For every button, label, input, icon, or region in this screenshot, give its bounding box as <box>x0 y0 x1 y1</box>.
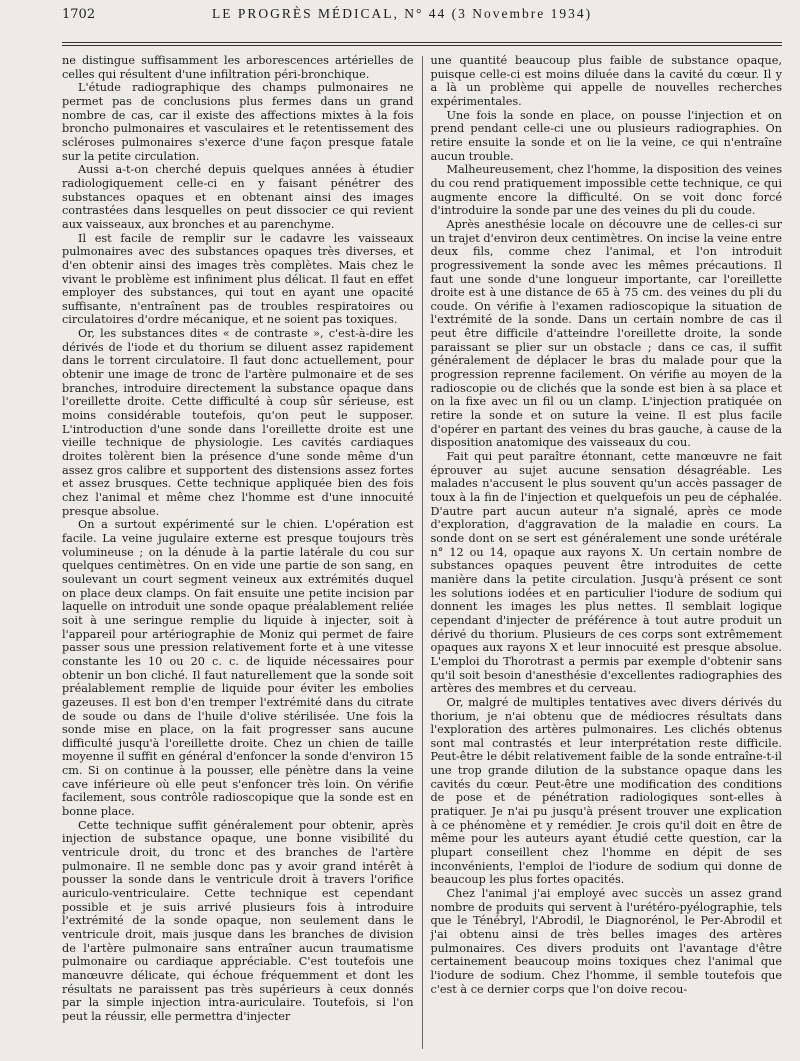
running-title: LE PROGRÈS MÉDICAL, N° 44 (3 Novembre 1934) <box>212 6 593 21</box>
paragraph: On a surtout expérimenté sur le chien. L'opération est facile. La veine jugulaire externe est presque toujours très volumineuse ; on la dénude à la partie latérale du cou sur quelques centimètres. On en vide une partie de son sang, en soulevant un court segment veineux aux extrémités duquel on place deux clamps. On fait ensuite une petite incision par laquelle on introduit une sonde opaque préalablement reliée soit à une seringue remplie du liquide à injecter, soit à l'appareil pour artériographie de Moniz qui permet de faire passer sous une pression relativement forte et à une vitesse constante les 10 ou 20 c. c. de liquide nécessaires pour obtenir un bon cliché. Il faut naturellement que la sonde soit préalablement remplie de liquide pour éviter les embolies gazeuses. Il est bon d'en tremper l'extrémité dans du citrate de soude ou dans de l'huile d'olive stérilisée. Une fois la sonde mise en place, on la fait progresser sans aucune difficulté jusqu'à l'oreillette droite. Chez un chien de taille moyenne il suffit en général d'enfoncer la sonde d'environ 15 cm. Si on continue à la pousser, elle pénètre dans la veine cave inférieure où elle peut s'enfoncer très loin. On vérifie facilement, sous contrôle radioscopique que la sonde est en bonne place. <box>62 518 414 819</box>
right-column <box>430 54 782 1055</box>
column-divider <box>422 56 423 1049</box>
left-column <box>62 54 414 1055</box>
paragraph: Chez l'animal j'ai employé avec succès un assez grand nombre de produits qui servent à l'urétéro-pyélographie, tels que le Ténébryl, l'Abrodil, le Diagnorénol, le Per-Abrodil et j'ai obtenu ainsi de très belles images des artères pulmonaires. Ces divers produits ont l'avantage d'être certainement beaucoup moins toxiques chez l'animal que l'iodure de sodium. Chez l'homme, il semble toutefois que c'est à ce dernier corps que l'on doive recou- <box>430 887 782 996</box>
paragraph: Cette technique suffit généralement pour obtenir, après injection de substance opaque, une bonne visibilité du ventricule droit, du tronc et des branches de l'artère pulmonaire. Il ne semble donc pas y avoir grand intérêt à pousser la sonde dans le ventricule droit à travers l'orifice auriculo-ventriculaire. Cette technique est cependant possible et je suis arrivé plusieurs fois à introduire l'extrémité de la sonde opaque, non seulement dans le ventricule droit, mais jusque dans les branches de division de l'artère pulmonaire sans entraîner aucun traumatisme pulmonaire ou cardiaque appréciable. C'est toutefois une manœuvre délicate, qui échoue fréquemment et dont les résultats ne paraissent pas très supérieurs à ceux donnés par la simple injection intra-auriculaire. Toutefois, si l'on peut la réussir, elle permettra d'injecter <box>62 818 414 1023</box>
text-columns <box>62 54 782 1055</box>
paragraph: Or, malgré de multiples tentatives avec divers dérivés du thorium, je n'ai obtenu que de médiocres résultats dans l'exploration des artères pulmonaires. Les clichés obtenus sont mal contrastés et leur interprétation reste difficile. Peut-être le débit relativement faible de la sonde entraîne-t-il une trop grande dilution de la substance opaque dans les cavités du cœur. Peut-être une modification des conditions de pose et de pénétration radiologiques sont-elles à pratiquer. Je n'ai pu jusqu'à présent trouver une explication à ce phénomène et y remédier. Je crois qu'il doit en être de même pour les auteurs ayant étudié cette question, car la plupart conseillent chez l'homme en dépit de ses inconvénients, l'emploi de l'iodure de sodium qui donne de beaucoup les plus fortes opacités. <box>430 695 782 887</box>
paragraph: Il est facile de remplir sur le cadavre les vaisseaux pulmonaires avec des substances opaques très diverses, et d'en obtenir ainsi des images très complètes. Mais chez le vivant le problème est infiniment plus délicat. Il faut en effet employer des substances, qui tout en ayant une opacité suffisante, n'entraînent pas de troubles respiratoires ou circulatoires d'ordre mécanique, et ne soient pas toxiques. <box>62 231 414 327</box>
paragraph: Après anesthésie locale on découvre une de celles-ci sur un trajet d'environ deux centimètres. On incise la veine entre deux fils, comme chez l'animal, et l'on introduit progressivement la sonde avec les mêmes précautions. Il faut une sonde d'une longueur importante, car l'oreillette droite est à une distance de 65 à 75 cm. des veines du pli du coude. On vérifie à l'examen radioscopique la situation de l'extrémité de la sonde. Dans un certain nombre de cas il peut être difficile d'atteindre l'oreillette droite, la sonde paraissant se plier sur un obstacle ; dans ce cas, il suffit généralement de déplacer le bras du malade pour que la progression reprenne facilement. On vérifie au moyen de la radioscopie ou de clichés que la sonde est bien à sa place et on la fixe avec un fil ou un clamp. L'injection pratiquée on retire la sonde et on suture la veine. Il est plus facile d'opérer en partant des veines du bras gauche, à cause de la disposition anatomique des vaisseaux du cou. <box>430 217 782 450</box>
paragraph: Une fois la sonde en place, on pousse l'injection et on prend pendant celle-ci une ou plusieurs radiographies. On retire ensuite la sonde et on lie la veine, ce qui n'entraîne aucun trouble. <box>430 108 782 163</box>
paragraph: Malheureusement, chez l'homme, la disposition des veines du cou rend pratiquement impossible cette technique, ce qui augmente encore la difficulté. On se voit donc forcé d'introduire la sonde par une des veines du pli du coude. <box>430 163 782 218</box>
header-rule <box>62 42 782 43</box>
paragraph: Fait qui peut paraître étonnant, cette manœuvre ne fait éprouver au sujet aucune sensation désagréable. Les malades n'accusent le plus souvent qu'un accès passager de toux à la fin de l'injection et quelquefois un peu de céphalée. D'autre part aucun auteur n'a signalé, après ce mode d'exploration, d'aggravation de la maladie en cours. La sonde dont on se sert est généralement une sonde urétérale n° 12 ou 14, opaque aux rayons X. Un certain nombre de substances opaques peuvent être introduites de cette manière dans la petite circulation. Jusqu'à présent ce sont les solutions iodées et en particulier l'iodure de sodium qui donnent les images les plus nettes. Il semblait logique cependant d'injecter de préférence à tout autre produit un dérivé du thorium. Plusieurs de ces corps sont extrêmement opaques aux rayons X et leur innocuité est presque absolue. L'emploi du Thorotrast a permis par exemple d'obtenir sans qu'il soit besoin d'anesthésie d'excellentes radiographies des artères des membres et du cerveau. <box>430 450 782 696</box>
paragraph: ne distingue suffisamment les arborescences artérielles de celles qui résultent d'une infiltration péri-bronchique. <box>62 54 414 81</box>
page-number: 1702 <box>62 7 96 22</box>
running-header <box>62 6 782 32</box>
header-rule-double <box>62 45 782 46</box>
paragraph: Or, les substances dites « de contraste », c'est-à-dire les dérivés de l'iode et du thorium se diluent assez rapidement dans le torrent circulatoire. Il faut donc actuellement, pour obtenir une image de tronc de l'artère pulmonaire et de ses branches, introduire directement la substance opaque dans l'oreillette droite. Cette difficulté à coup sûr sérieuse, est moins considérable toutefois, qu'on peut le supposer. L'introduction d'une sonde dans l'oreillette droite est une vieille technique de physiologie. Les cavités cardiaques droites tolèrent bien la présence d'une sonde même d'un assez gros calibre et supportent des distensions assez fortes et assez brusques. Cette technique appliquée bien des fois chez l'animal et même chez l'homme est d'une innocuité presque absolue. <box>62 327 414 518</box>
paragraph: Aussi a-t-on cherché depuis quelques années à étudier radiologiquement celle-ci en y faisant pénétrer des substances opaques et en obtenant ainsi des images contrastées dans lesquelles on peut dissocier ce qui revient aux vaisseaux, aux bronches et au parenchyme. <box>62 163 414 231</box>
paragraph: L'étude radiographique des champs pulmonaires ne permet pas de conclusions plus fermes dans un grand nombre de cas, car il existe des affections mixtes à la fois broncho pulmonaires et vasculaires et le retentissement des scléroses pulmonaires s'exerce d'une façon presque fatale sur la petite circulation. <box>62 81 414 163</box>
paragraph: une quantité beaucoup plus faible de substance opaque, puisque celle-ci est moins diluée dans la cavité du cœur. Il y a là un problème qui appelle de nouvelles recherches expérimentales. <box>430 54 782 108</box>
